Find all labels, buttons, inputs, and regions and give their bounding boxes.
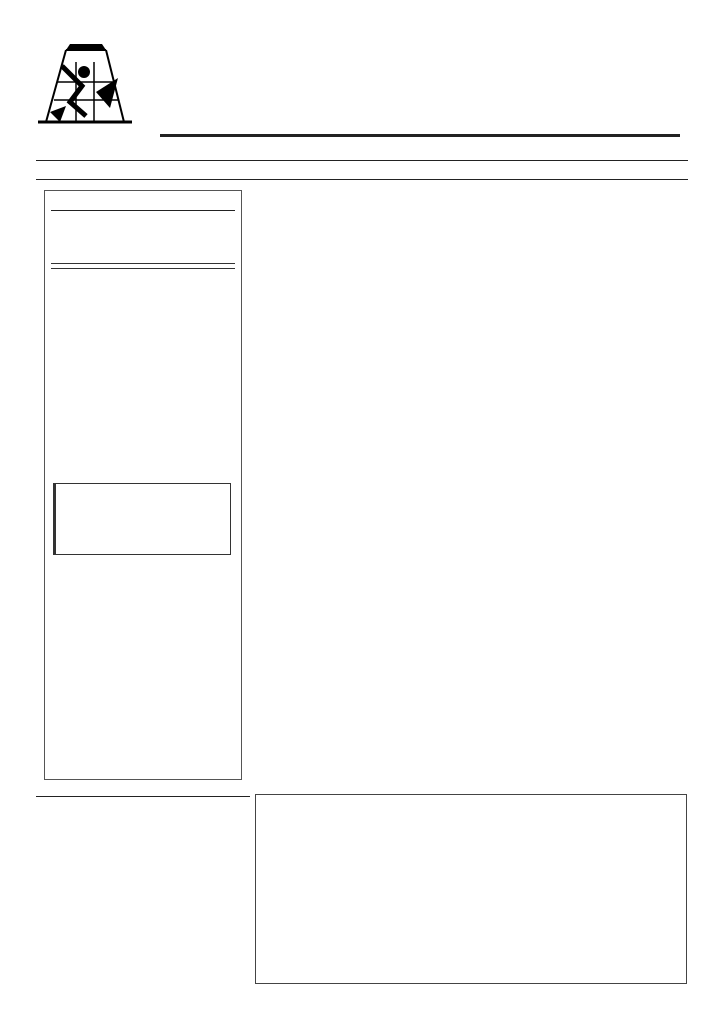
section-rule [51,210,235,211]
index-top-rule [36,796,250,797]
masthead-title [170,38,670,138]
march-body [259,859,683,893]
left-article-body-1 [51,281,235,481]
left-article-body-2 [51,565,235,757]
left-article-byline [51,263,235,269]
pull-quote [53,483,231,555]
infobar-top-rule [36,160,688,161]
masthead-logo [36,42,134,132]
lighthouse-tower-logo-icon [36,42,134,132]
march-notice-box [255,794,687,984]
masthead-rule [160,134,680,137]
left-article [44,190,242,780]
issue-infobar [36,163,688,178]
index-box [36,796,250,980]
infobar-bottom-rule [36,179,688,180]
postal-notice-vertical [8,40,28,600]
